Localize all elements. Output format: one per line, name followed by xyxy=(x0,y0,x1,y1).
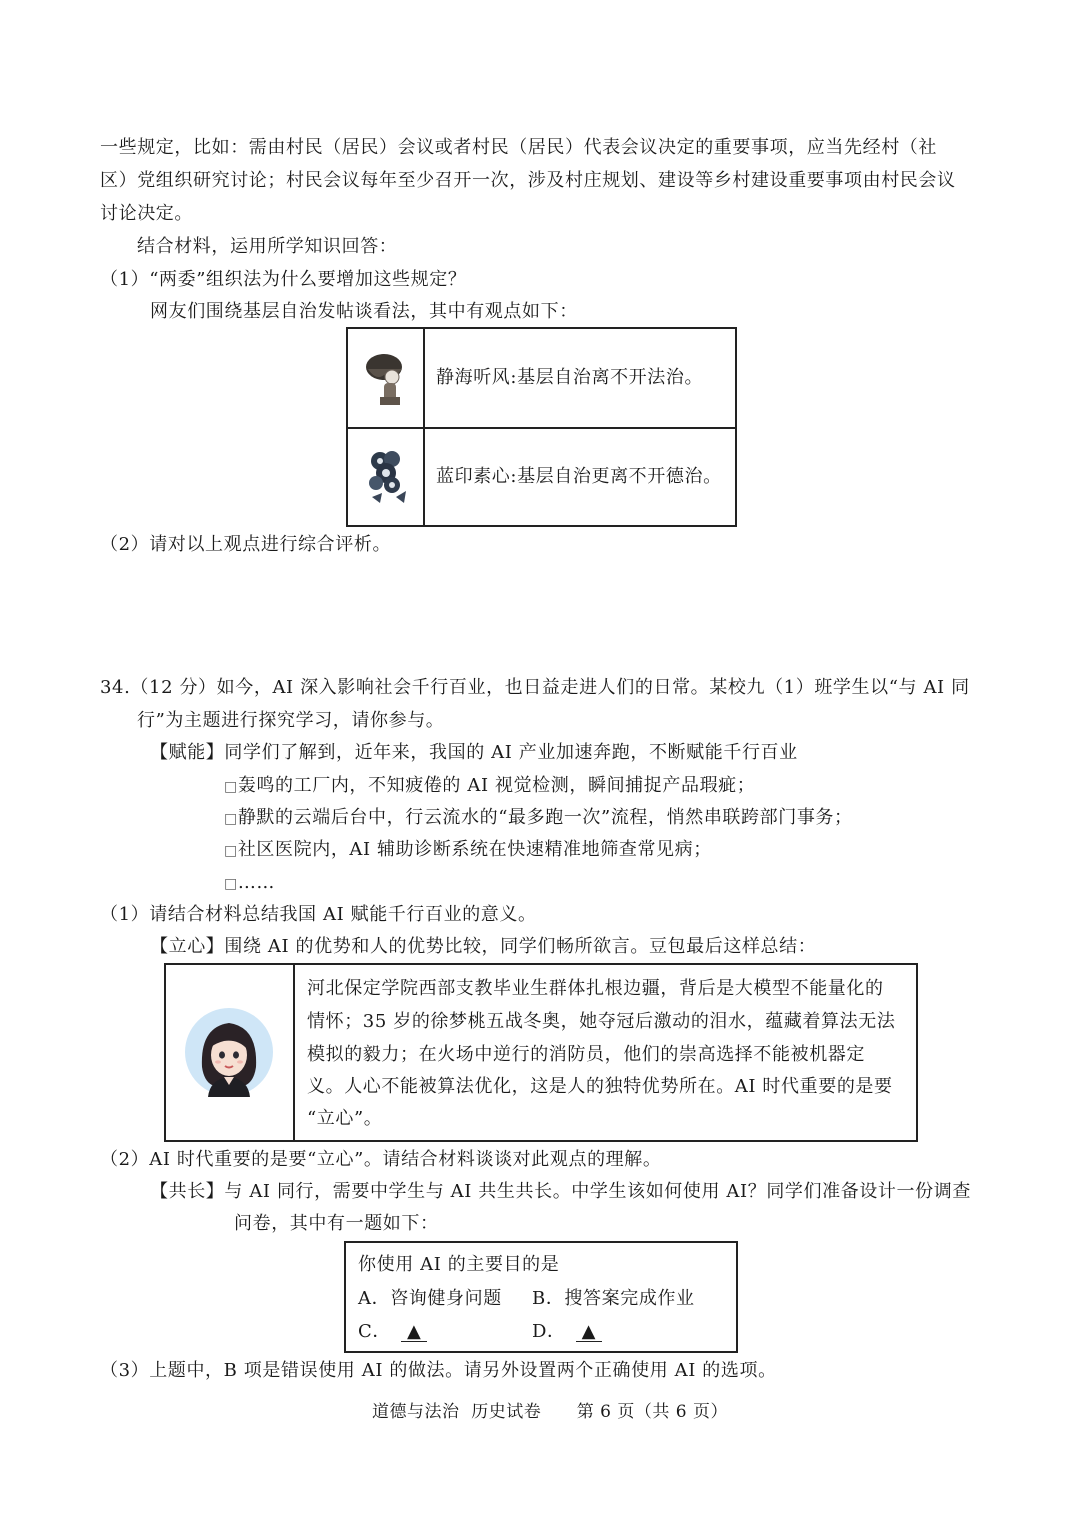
bullet-box-icon: □ xyxy=(224,779,238,795)
heart-heading: 【立心】围绕 AI 的优势和人的优势比较，同学们畅所欲言。豆包最后这样总结： xyxy=(150,936,817,957)
empower-item-4: □…… xyxy=(224,872,276,893)
q34-stem-line-1: 34.（12 分）如今，AI 深入影响社会千行百业，也日益走进人们的日常。某校九（1）班学生以“与 AI 同 xyxy=(100,677,970,698)
netizen-intro: 网友们围绕基层自治发帖谈看法，其中有观点如下： xyxy=(150,301,578,322)
q33-sub2: （2）请对以上观点进行综合评析。 xyxy=(100,534,392,555)
option-d-blank: ▲ xyxy=(576,1323,602,1342)
post-2-text: 蓝印素心:基层自治更离不开德治。 xyxy=(436,466,722,487)
empower-item-3: □社区医院内，AI 辅助诊断系统在快速精准地筛查常见病； xyxy=(224,839,712,860)
grow-heading-line-2: 问卷，其中有一题如下： xyxy=(234,1213,439,1234)
empower-heading: 【赋能】同学们了解到，近年来，我国的 AI 产业加速奔跑，不断赋能千行百业 xyxy=(150,742,798,763)
material-line-2: 区）党组织研究讨论；村民会议每年至少召开一次，涉及村庄规划、建设等乡村建设重要事项由村民会议 xyxy=(100,170,956,191)
empower-item-2: □静默的云端后台中，行云流水的“最多跑一次”流程，悄然串联跨部门事务； xyxy=(224,807,853,828)
survey-question-box xyxy=(344,1241,738,1353)
bullet-box-icon: □ xyxy=(224,843,238,859)
grow-heading-line-1: 【共长】与 AI 同行，需要中学生与 AI 共生共长。中学生该如何使用 AI？同学们准备设计一份调查 xyxy=(150,1181,971,1202)
q34-stem-line-2: 行”为主题进行探究学习，请你参与。 xyxy=(137,710,445,731)
bullet-box-icon: □ xyxy=(224,876,238,892)
doubao-summary-box xyxy=(164,963,918,1142)
survey-option-c: C． ▲ xyxy=(358,1320,427,1344)
option-c-blank: ▲ xyxy=(401,1323,427,1342)
doubao-line-4: 义。人心不能被算法优化，这是人的独特优势所在。AI 时代重要的是要 xyxy=(307,1076,893,1097)
q34-sub3: （3）上题中，B 项是错误使用 AI 的做法。请另外设置两个正确使用 AI 的选项。 xyxy=(100,1360,777,1381)
q34-sub1: （1）请结合材料总结我国 AI 赋能千行百业的意义。 xyxy=(100,904,537,925)
page-footer: 道德与法治 历史试卷 第 6 页（共 6 页） xyxy=(372,1402,728,1422)
survey-option-b: B．搜答案完成作业 xyxy=(532,1288,695,1309)
doubao-line-2: 情怀；35 岁的徐梦桃五战冬奥，她夺冠后激动的泪水，蕴藏着算法无法 xyxy=(307,1011,896,1032)
survey-question: 你使用 AI 的主要目的是 xyxy=(358,1254,560,1275)
instruction-text: 结合材料，运用所学知识回答： xyxy=(137,236,398,257)
netizen-posts-table xyxy=(346,327,737,527)
empower-item-1: □轰鸣的工厂内，不知疲倦的 AI 视觉检测，瞬间捕捉产品瑕疵； xyxy=(224,775,756,796)
doubao-line-5: “立心”。 xyxy=(307,1108,383,1129)
blue-print-flower-avatar-icon xyxy=(366,447,410,505)
doubao-girl-avatar-icon xyxy=(184,1007,274,1097)
wind-listener-avatar-icon xyxy=(362,347,410,407)
doubao-line-3: 模拟的毅力；在火场中逆行的消防员，他们的崇高选择不能被机器定 xyxy=(307,1044,865,1065)
q33-sub1: （1）“两委”组织法为什么要增加这些规定？ xyxy=(100,269,467,290)
survey-option-a: A．咨询健身问题 xyxy=(358,1288,502,1309)
material-line-1: 一些规定，比如：需由村民（居民）会议或者村民（居民）代表会议决定的重要事项，应当先经村（社 xyxy=(100,137,937,158)
bullet-box-icon: □ xyxy=(224,811,238,827)
material-line-3: 讨论决定。 xyxy=(100,203,193,224)
post-1-text: 静海听风:基层自治离不开法治。 xyxy=(436,367,704,388)
survey-option-d: D． ▲ xyxy=(532,1320,602,1344)
doubao-line-1: 河北保定学院西部支教毕业生群体扎根边疆，背后是大模型不能量化的 xyxy=(307,978,884,999)
q34-sub2: （2）AI 时代重要的是要“立心”。请结合材料谈谈对此观点的理解。 xyxy=(100,1149,662,1170)
